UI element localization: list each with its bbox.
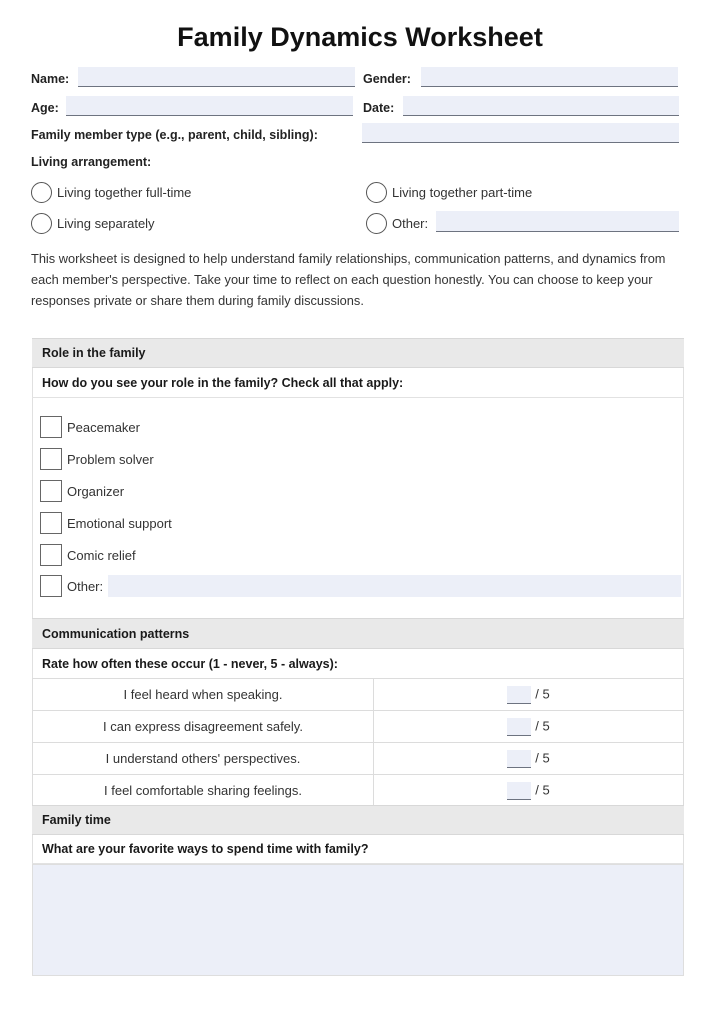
radio-living-full-time[interactable] bbox=[31, 182, 191, 203]
checkbox-role[interactable] bbox=[40, 480, 124, 502]
rating-statement: I feel comfortable sharing feelings. bbox=[33, 775, 374, 807]
checkbox-label: Peacemaker bbox=[67, 419, 140, 435]
rating-input[interactable] bbox=[507, 718, 531, 736]
checkbox-role[interactable] bbox=[40, 416, 140, 438]
radio-label: Living separately bbox=[57, 216, 155, 231]
radio-button[interactable] bbox=[31, 213, 52, 234]
role-other-field[interactable] bbox=[108, 575, 681, 597]
checkbox[interactable] bbox=[40, 416, 62, 438]
radio-button[interactable] bbox=[366, 182, 387, 203]
checkbox[interactable] bbox=[40, 448, 62, 470]
radio-living-part-time[interactable] bbox=[366, 182, 532, 203]
rating-cell bbox=[374, 775, 684, 807]
name-label: Name: bbox=[31, 72, 70, 86]
date-label: Date: bbox=[363, 101, 395, 115]
table-row bbox=[33, 775, 684, 807]
checkbox-label: Emotional support bbox=[67, 515, 172, 531]
checkbox[interactable] bbox=[40, 512, 62, 534]
gender-field[interactable] bbox=[421, 67, 678, 87]
rating-statement: I can express disagreement safely. bbox=[33, 711, 374, 743]
intro-paragraph: This worksheet is designed to help understand family relationships, communication patterns, and dynamics from each member's perspective. Take your time to reflect on each question honestly. You can choose to keep your responses private or share them during family discussions. bbox=[31, 251, 666, 308]
age-field[interactable] bbox=[66, 96, 353, 116]
gender-label: Gender: bbox=[363, 72, 411, 86]
age-label: Age: bbox=[31, 101, 59, 115]
checkbox[interactable] bbox=[40, 544, 62, 566]
radio-button[interactable] bbox=[31, 182, 52, 203]
date-field[interactable] bbox=[403, 96, 679, 116]
family-time-answer-field[interactable] bbox=[32, 864, 684, 976]
section-heading-role: Role in the family bbox=[32, 338, 684, 368]
rating-input[interactable] bbox=[507, 686, 531, 704]
section-heading-family-time: Family time bbox=[32, 805, 684, 835]
member-type-label: Family member type (e.g., parent, child, sibling): bbox=[31, 128, 318, 142]
checkbox-label: Other: bbox=[67, 578, 104, 594]
rating-suffix: / 5 bbox=[535, 749, 550, 765]
radio-living-other[interactable] bbox=[366, 213, 428, 234]
checkbox[interactable] bbox=[40, 480, 62, 502]
rating-statement: I feel heard when speaking. bbox=[33, 679, 374, 711]
rating-input[interactable] bbox=[507, 750, 531, 768]
checkbox-role[interactable] bbox=[40, 512, 172, 534]
rating-statement: I understand others' perspectives. bbox=[33, 743, 374, 775]
communication-question: Rate how often these occur (1 - never, 5 - always): bbox=[42, 656, 338, 671]
rating-cell bbox=[374, 711, 684, 743]
section-heading-communication: Communication patterns bbox=[32, 618, 684, 649]
family-time-question: What are your favorite ways to spend time with family? bbox=[32, 835, 684, 864]
checkbox-role-other[interactable] bbox=[40, 575, 103, 597]
rating-input[interactable] bbox=[507, 782, 531, 800]
radio-living-separately[interactable] bbox=[31, 213, 155, 234]
checkbox-label: Comic relief bbox=[67, 547, 136, 563]
table-row bbox=[33, 679, 684, 711]
rating-suffix: / 5 bbox=[535, 717, 550, 733]
living-arrangement-label: Living arrangement: bbox=[31, 155, 152, 169]
radio-label: Other: bbox=[392, 216, 429, 231]
worksheet-title: Family Dynamics Worksheet bbox=[177, 22, 543, 52]
rating-cell bbox=[374, 743, 684, 775]
name-field[interactable] bbox=[78, 67, 355, 87]
member-type-field[interactable] bbox=[362, 123, 679, 143]
rating-table bbox=[32, 678, 684, 807]
checkbox-label: Problem solver bbox=[67, 451, 154, 467]
checkbox-role[interactable] bbox=[40, 544, 136, 566]
role-question: How do you see your role in the family? Check all that apply: bbox=[32, 368, 684, 398]
radio-label: Living together part-time bbox=[392, 185, 533, 200]
living-other-field[interactable] bbox=[436, 211, 679, 232]
checkbox-label: Organizer bbox=[67, 483, 125, 499]
radio-label: Living together full-time bbox=[57, 185, 192, 200]
checkbox-role[interactable] bbox=[40, 448, 154, 470]
rating-cell bbox=[374, 679, 684, 711]
checkbox[interactable] bbox=[40, 575, 62, 597]
rating-suffix: / 5 bbox=[535, 685, 550, 701]
table-row bbox=[33, 743, 684, 775]
table-row bbox=[33, 711, 684, 743]
radio-button[interactable] bbox=[366, 213, 387, 234]
rating-suffix: / 5 bbox=[535, 781, 550, 797]
